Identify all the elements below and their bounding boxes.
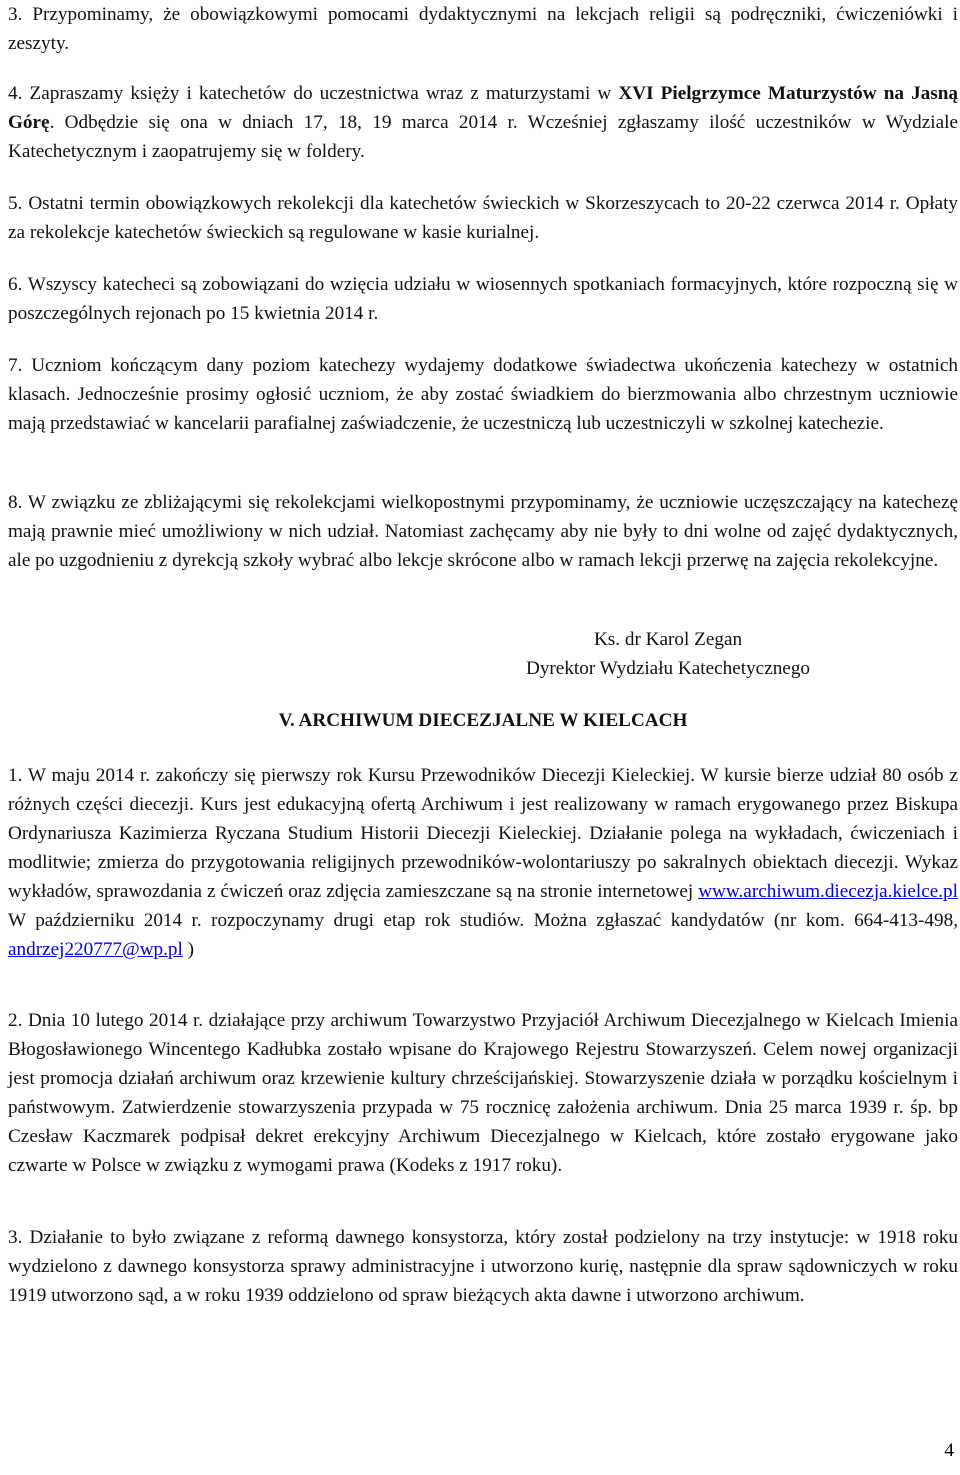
- archive-paragraph-1-text-b: W październiku 2014 r. rozpoczynamy drugi etap rok studiów. Można zgłaszać kandydatów (nr kom. 664-413-498,: [8, 910, 958, 931]
- paragraph-4: [8, 79, 958, 166]
- archive-paragraph-2: 2. Dnia 10 lutego 2014 r. działające przy archiwum Towarzystwo Przyjaciół Archiwum Diecezjalnego w Kielcach Imienia Błogosławionego Wincentego Kadłubka zostało wpisane do Krajowego Rejestru Stowarzyszeń. Celem nowej organizacji jest promocja działań archiwum oraz krzewienie kultury chrześcijańskiej. Stowarzyszenie działa w porządku kościelnym i państwowym. Zatwierdzenie stowarzyszenia przypada w 75 rocznicę założenia archiwum. Dnia 25 marca 1939 r. śp. bp Czesław Kaczmarek podpisał dekret erekcyjny Archiwum Diecezjalnego w Kielcach, które zostało erygowane jako czwarte w Polsce w związku z wymogami prawa (Kodeks z 1917 roku).: [8, 1010, 958, 1176]
- paragraph-5: 5. Ostatni termin obowiązkowych rekolekcji dla katechetów świeckich w Skorzeszycach to 20-22 czerwca 2014 r. Opłaty za rekolekcje katechetów świeckich są regulowane w kasie kurialnej.: [8, 193, 958, 243]
- contact-email-link[interactable]: andrzej220777@wp.pl: [8, 939, 183, 960]
- paragraph-3: 3. Przypominamy, że obowiązkowymi pomocami dydaktycznymi na lekcjach religii są podręczniki, ćwiczeniówki i zeszyty.: [8, 4, 958, 54]
- paragraph-6: 6. Wszyscy katecheci są zobowiązani do wzięcia udziału w wiosennych spotkaniach formacyjnych, które rozpoczną się w poszczególnych rejonach po 15 kwietnia 2014 r.: [8, 274, 958, 324]
- archive-paragraph-1: [8, 761, 958, 964]
- archive-website-link[interactable]: www.archiwum.diecezja.kielce.pl: [698, 881, 958, 902]
- paragraph-4-text-a: 4. Zapraszamy księży i katechetów do uczestnictwa wraz z maturzystami w: [8, 83, 619, 104]
- paragraph-4-text-b: . Odbędzie się ona w dniach 17, 18, 19 marca 2014 r. Wcześniej zgłaszamy ilość uczestników w Wydziale Katechetycznym i zaopatrujemy się w foldery.: [8, 112, 958, 162]
- archive-paragraph-1-text-c: ): [182, 939, 195, 960]
- pilgrimage-name: XVI Pielgrzymce Maturzystów na Jasną Górę: [8, 83, 958, 133]
- archive-paragraph-3: 3. Działanie to było związane z reformą dawnego konsystorza, który został podzielony na trzy instytucje: w 1918 roku wydzielono z dawnego konsystorza sprawy administracyjne i utworzono kurię, następnie dla spraw sądowniczych w roku 1919 utworzono sąd, a w roku 1939 oddzielono od spraw bieżących akta dawne i utworzono archiwum.: [8, 1227, 958, 1306]
- archive-paragraph-1-text-a: 1. W maju 2014 r. zakończy się pierwszy rok Kursu Przewodników Diecezji Kieleckiej. W kursie bierze udział 80 osób z różnych części diecezji. Kurs jest edukacyjną ofertą Archiwum i jest realizowany w ramach erygowanego przez Biskupa Ordynariusza Kazimierza Ryczana Studium Historii Diecezji Kieleckiej. Działanie polega na wykładach, ćwiczeniach i modlitwie; zmierza do przygotowania religijnych przewodników-wolontariuszy po sakralnych obiektach diecezji. Wykaz wykładów, sprawozdania z ćwiczeń oraz zdjęcia zamieszczane są na stronie internetowej: [8, 765, 958, 902]
- section-heading: V. ARCHIWUM DIECEZJALNE W KIELCACH: [278, 710, 688, 731]
- paragraph-8: 8. W związku ze zbliżającymi się rekolekcjami wielkopostnymi przypominamy, że uczniowie uczęszczający na katechezę mają prawnie mieć umożliwiony w nich udział. Natomiast zachęcamy aby nie były to dni wolne od zajęć dydaktycznych, ale po uzgodnieniu z dyrekcją szkoły wybrać albo lekcje skrócone albo w ramach lekcji przerwę na zajęcia rekolekcyjne.: [8, 492, 958, 571]
- signature-name: Ks. dr Karol Zegan: [593, 629, 743, 650]
- paragraph-7: 7. Uczniom kończącym dany poziom katechezy wydajemy dodatkowe świadectwa ukończenia katechezy w ostatnich klasach. Jednocześnie prosimy ogłosić uczniom, że aby zostać świadkiem do bierzmowania albo chrzestnym uczniowie mają przedstawiać w kancelarii parafialnej zaświadczenie, że uczestniczą lub uczestniczyli w szkolnej katechezie.: [8, 355, 958, 434]
- page-number: 4: [944, 1440, 954, 1461]
- signature-title: Dyrektor Wydziału Katechetycznego: [525, 658, 811, 679]
- signature-block: [8, 625, 958, 683]
